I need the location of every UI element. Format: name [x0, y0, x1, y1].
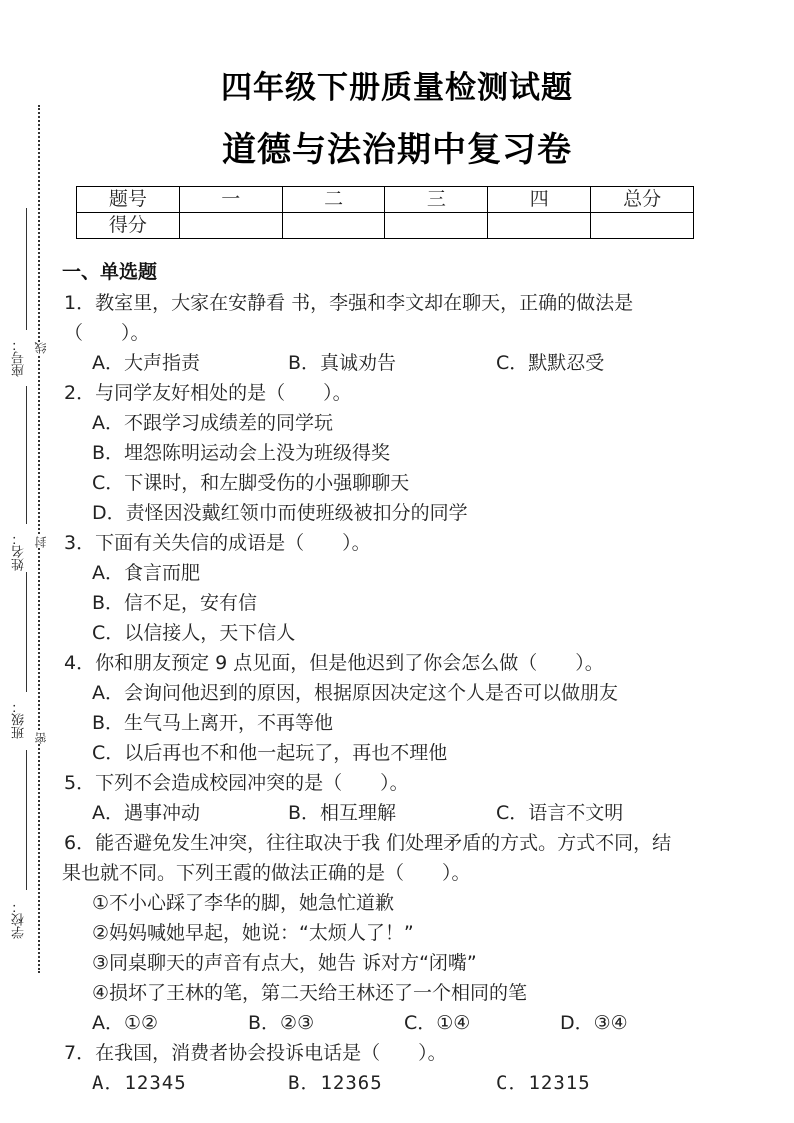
option-c[interactable]: C．以后再也不和他一起玩了，再也不理他 [92, 742, 448, 764]
question-1-stem-cont: （ ）。 [64, 322, 150, 344]
header-cell: 总分 [591, 187, 694, 213]
option-b[interactable]: B．埋怨陈明运动会上没为班级得奖 [92, 442, 391, 464]
name-fill-line[interactable] [26, 386, 27, 524]
score-cell[interactable] [282, 213, 385, 239]
seat-fill-line[interactable] [26, 208, 27, 330]
option-a[interactable]: A．12345 [92, 1072, 187, 1094]
option-a[interactable]: A．食言而肥 [92, 562, 200, 584]
option-d[interactable]: D．③④ [560, 1012, 628, 1034]
question-6-item-1: ①不小心踩了李华的脚，她急忙道歉 [92, 892, 395, 914]
exam-subtitle: 道德与法治期中复习卷 [222, 130, 572, 170]
score-cell[interactable] [488, 213, 591, 239]
question-1-stem: 1．教室里，大家在安静看 书，李强和李文却在聊天，正确的做法是 [64, 292, 634, 314]
class-fill-line[interactable] [26, 572, 27, 692]
header-cell: 二 [282, 187, 385, 213]
header-cell: 三 [385, 187, 488, 213]
exam-title: 四年级下册质量检测试题 [221, 70, 573, 106]
option-a[interactable]: A．会询问他迟到的原因，根据原因决定这个人是否可以做朋友 [92, 682, 618, 704]
section-heading: 一、单选题 [62, 261, 158, 283]
score-cell[interactable] [179, 213, 282, 239]
score-cell[interactable] [385, 213, 488, 239]
header-cell: 一 [179, 187, 282, 213]
question-6-options [62, 1008, 752, 1038]
score-cell[interactable] [591, 213, 694, 239]
class-label: 班级： [12, 700, 27, 739]
question-7-stem: 7．在我国，消费者协会投诉电话是（ ）。 [64, 1042, 447, 1064]
option-c[interactable]: C．默默忍受 [496, 352, 605, 374]
score-table-score-row [77, 213, 694, 239]
question-1-options [62, 348, 752, 378]
question-6-stem: 6．能否避免发生冲突，往往取决于我 们处理矛盾的方式。方式不同，结 [64, 832, 672, 854]
question-6-item-3: ③同桌聊天的声音有点大，她告 诉对方“闭嘴” [92, 952, 477, 974]
option-c[interactable]: C．12315 [496, 1072, 591, 1094]
option-a[interactable]: A．遇事冲动 [92, 802, 200, 824]
question-5-stem: 5．下列不会造成校园冲突的是（ ）。 [64, 772, 409, 794]
option-b[interactable]: B．相互理解 [288, 802, 397, 824]
question-2-stem: 2．与同学友好相处的是（ ）。 [64, 382, 352, 404]
question-5-options [62, 798, 752, 828]
school-label: 学校： [12, 900, 27, 939]
option-c[interactable]: C．下课时，和左脚受伤的小强聊聊天 [92, 472, 410, 494]
option-b[interactable]: B．信不足，安有信 [92, 592, 258, 614]
question-6-stem-cont: 果也就不同。下列王霞的做法正确的是（ ）。 [62, 862, 471, 884]
option-b[interactable]: B．②③ [248, 1012, 315, 1034]
header-cell: 题号 [77, 187, 180, 213]
question-7-options [62, 1068, 752, 1098]
question-4-stem: 4．你和朋友预定 9 点见面，但是他迟到了你会怎么做（ ）。 [64, 652, 604, 674]
option-c[interactable]: C．语言不文明 [496, 802, 624, 824]
score-row-label: 得分 [77, 213, 180, 239]
school-fill-line[interactable] [26, 750, 27, 890]
option-a[interactable]: A．不跟学习成绩差的同学玩 [92, 412, 333, 434]
mark-secret: 密 [34, 732, 48, 744]
mark-line: 线 [34, 342, 48, 354]
mark-seal: 封 [34, 536, 48, 548]
score-table [76, 186, 694, 239]
option-a[interactable]: A．大声指责 [92, 352, 200, 374]
header-cell: 四 [488, 187, 591, 213]
question-3-stem: 3．下面有关失信的成语是（ ）。 [64, 532, 371, 554]
option-d[interactable]: D．责怪因没戴红领巾而使班级被扣分的同学 [92, 502, 468, 524]
question-6-item-4: ④损坏了王林的笔，第二天给王林还了一个相同的笔 [92, 982, 528, 1004]
option-c[interactable]: C．①④ [404, 1012, 471, 1034]
question-content [62, 258, 752, 1098]
score-table-header-row [77, 187, 694, 213]
name-label: 姓名： [12, 532, 27, 571]
question-6-item-2: ②妈妈喊她早起，她说：“太烦人了！” [92, 922, 414, 944]
option-c[interactable]: C．以信接人，天下信人 [92, 622, 296, 644]
option-b[interactable]: B．12365 [288, 1072, 383, 1094]
option-b[interactable]: B．生气马上离开，不再等他 [92, 712, 334, 734]
seat-label: 座号： [12, 338, 27, 377]
option-b[interactable]: B．真诚劝告 [288, 352, 397, 374]
option-a[interactable]: A．①② [92, 1012, 159, 1034]
